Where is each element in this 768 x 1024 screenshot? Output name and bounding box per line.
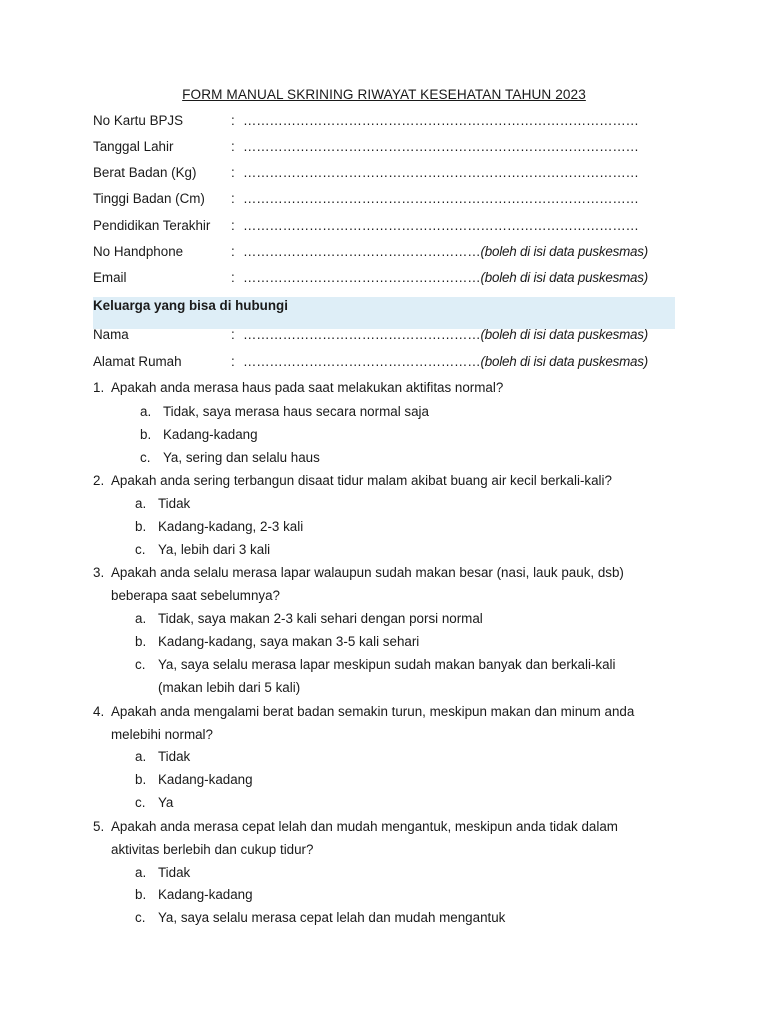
field-label: Nama <box>93 327 129 342</box>
option-text: Ya <box>158 795 174 810</box>
question-text: Apakah anda merasa haus pada saat melakukan aktifitas normal? <box>111 380 504 395</box>
field-colon: : <box>231 191 235 206</box>
question-text: Apakah anda merasa cepat lelah dan mudah mengantuk, meskipun anda tidak dalam <box>111 819 618 834</box>
question-text-continued: aktivitas berlebih dan cukup tidur? <box>111 842 314 857</box>
field-row-email <box>93 270 683 288</box>
field-colon: : <box>231 270 235 285</box>
option-letter: b. <box>140 427 152 442</box>
option-letter: a. <box>135 749 147 764</box>
option-letter: b. <box>135 772 147 787</box>
field-row-education <box>93 218 683 236</box>
question-text-continued: melebihi normal? <box>111 727 213 742</box>
field-label: No Handphone <box>93 244 184 259</box>
option-letter: c. <box>135 795 146 810</box>
field-row-birthdate <box>93 139 683 157</box>
field-colon: : <box>231 327 235 342</box>
field-colon: : <box>231 354 235 369</box>
option-text: Kadang-kadang <box>158 772 253 787</box>
option-text: Kadang-kadang <box>163 427 258 442</box>
option-letter: a. <box>135 496 147 511</box>
field-colon: : <box>231 113 235 128</box>
option-text: Ya, sering dan selalu haus <box>163 450 320 465</box>
option-letter: a. <box>135 611 147 626</box>
field-row-bpjs <box>93 113 683 131</box>
field-blank-line <box>243 270 648 285</box>
field-note: (boleh di isi data puskesmas) <box>480 327 649 342</box>
field-blank-line: ……………………………………………………………………………… <box>243 218 639 233</box>
question-number: 4. <box>93 704 105 719</box>
field-note: (boleh di isi data puskesmas) <box>480 354 649 369</box>
form-title: FORM MANUAL SKRINING RIWAYAT KESEHATAN TAHUN 2023 <box>182 87 586 102</box>
option-text: Tidak <box>158 749 191 764</box>
field-colon: : <box>231 165 235 180</box>
field-blank-line <box>243 327 648 342</box>
option-text-continued: (makan lebih dari 5 kali) <box>158 680 301 695</box>
field-row-contact-address <box>93 354 683 372</box>
field-label: Berat Badan (Kg) <box>93 165 197 180</box>
field-row-phone <box>93 244 683 262</box>
field-colon: : <box>231 218 235 233</box>
field-row-contact-name <box>93 327 683 345</box>
option-text: Ya, saya selalu merasa lapar meskipun sudah makan banyak dan berkali-kali <box>158 657 616 672</box>
option-text: Kadang-kadang, saya makan 3-5 kali sehari <box>158 634 420 649</box>
option-letter: c. <box>140 450 151 465</box>
field-row-weight <box>93 165 683 183</box>
option-letter: c. <box>135 657 146 672</box>
field-blank-line <box>243 354 648 369</box>
field-row-height <box>93 191 683 209</box>
question-number: 3. <box>93 565 105 580</box>
field-note: (boleh di isi data puskesmas) <box>480 244 649 259</box>
field-colon: : <box>231 139 235 154</box>
option-letter: a. <box>140 404 152 419</box>
question-text: Apakah anda mengalami berat badan semakin turun, meskipun makan dan minum anda <box>111 704 635 719</box>
field-label: Pendidikan Terakhir <box>93 218 211 233</box>
question-number: 5. <box>93 819 105 834</box>
option-letter: b. <box>135 519 147 534</box>
option-letter: b. <box>135 634 147 649</box>
field-label: Email <box>93 270 127 285</box>
option-letter: b. <box>135 887 147 902</box>
question-number: 2. <box>93 473 105 488</box>
field-blank-line: ……………………………………………………………………………… <box>243 113 639 128</box>
field-label: No Kartu BPJS <box>93 113 184 128</box>
question-text: Apakah anda selalu merasa lapar walaupun sudah makan besar (nasi, lauk pauk, dsb) <box>111 565 624 580</box>
question-number: 1. <box>93 380 105 395</box>
option-text: Ya, saya selalu merasa cepat lelah dan mudah mengantuk <box>158 910 506 925</box>
option-letter: c. <box>135 542 146 557</box>
dots: ……………………………………………… <box>243 354 481 369</box>
field-colon: : <box>231 244 235 259</box>
field-blank-line: ……………………………………………………………………………… <box>243 191 639 206</box>
field-blank-line: ……………………………………………………………………………… <box>243 139 639 154</box>
option-text: Tidak <box>158 496 191 511</box>
section-title: Keluarga yang bisa di hubungi <box>93 298 288 313</box>
field-label: Alamat Rumah <box>93 354 182 369</box>
option-text: Tidak, saya merasa haus secara normal saja <box>163 404 429 419</box>
field-label: Tinggi Badan (Cm) <box>93 191 205 206</box>
option-text: Tidak <box>158 865 191 880</box>
question-text: Apakah anda sering terbangun disaat tidur malam akibat buang air kecil berkali-kali? <box>111 473 612 488</box>
option-letter: a. <box>135 865 147 880</box>
dots: ……………………………………………… <box>243 270 481 285</box>
field-note: (boleh di isi data puskesmas) <box>480 270 649 285</box>
field-blank-line: ……………………………………………………………………………… <box>243 165 639 180</box>
field-label: Tanggal Lahir <box>93 139 174 154</box>
question-text-continued: beberapa saat sebelumnya? <box>111 588 280 603</box>
option-text: Kadang-kadang, 2-3 kali <box>158 519 304 534</box>
field-blank-line <box>243 244 648 259</box>
dots: ……………………………………………… <box>243 244 481 259</box>
dots: ……………………………………………… <box>243 327 481 342</box>
option-text: Tidak, saya makan 2-3 kali sehari dengan porsi normal <box>158 611 483 626</box>
option-text: Ya, lebih dari 3 kali <box>158 542 271 557</box>
option-text: Kadang-kadang <box>158 887 253 902</box>
option-letter: c. <box>135 910 146 925</box>
